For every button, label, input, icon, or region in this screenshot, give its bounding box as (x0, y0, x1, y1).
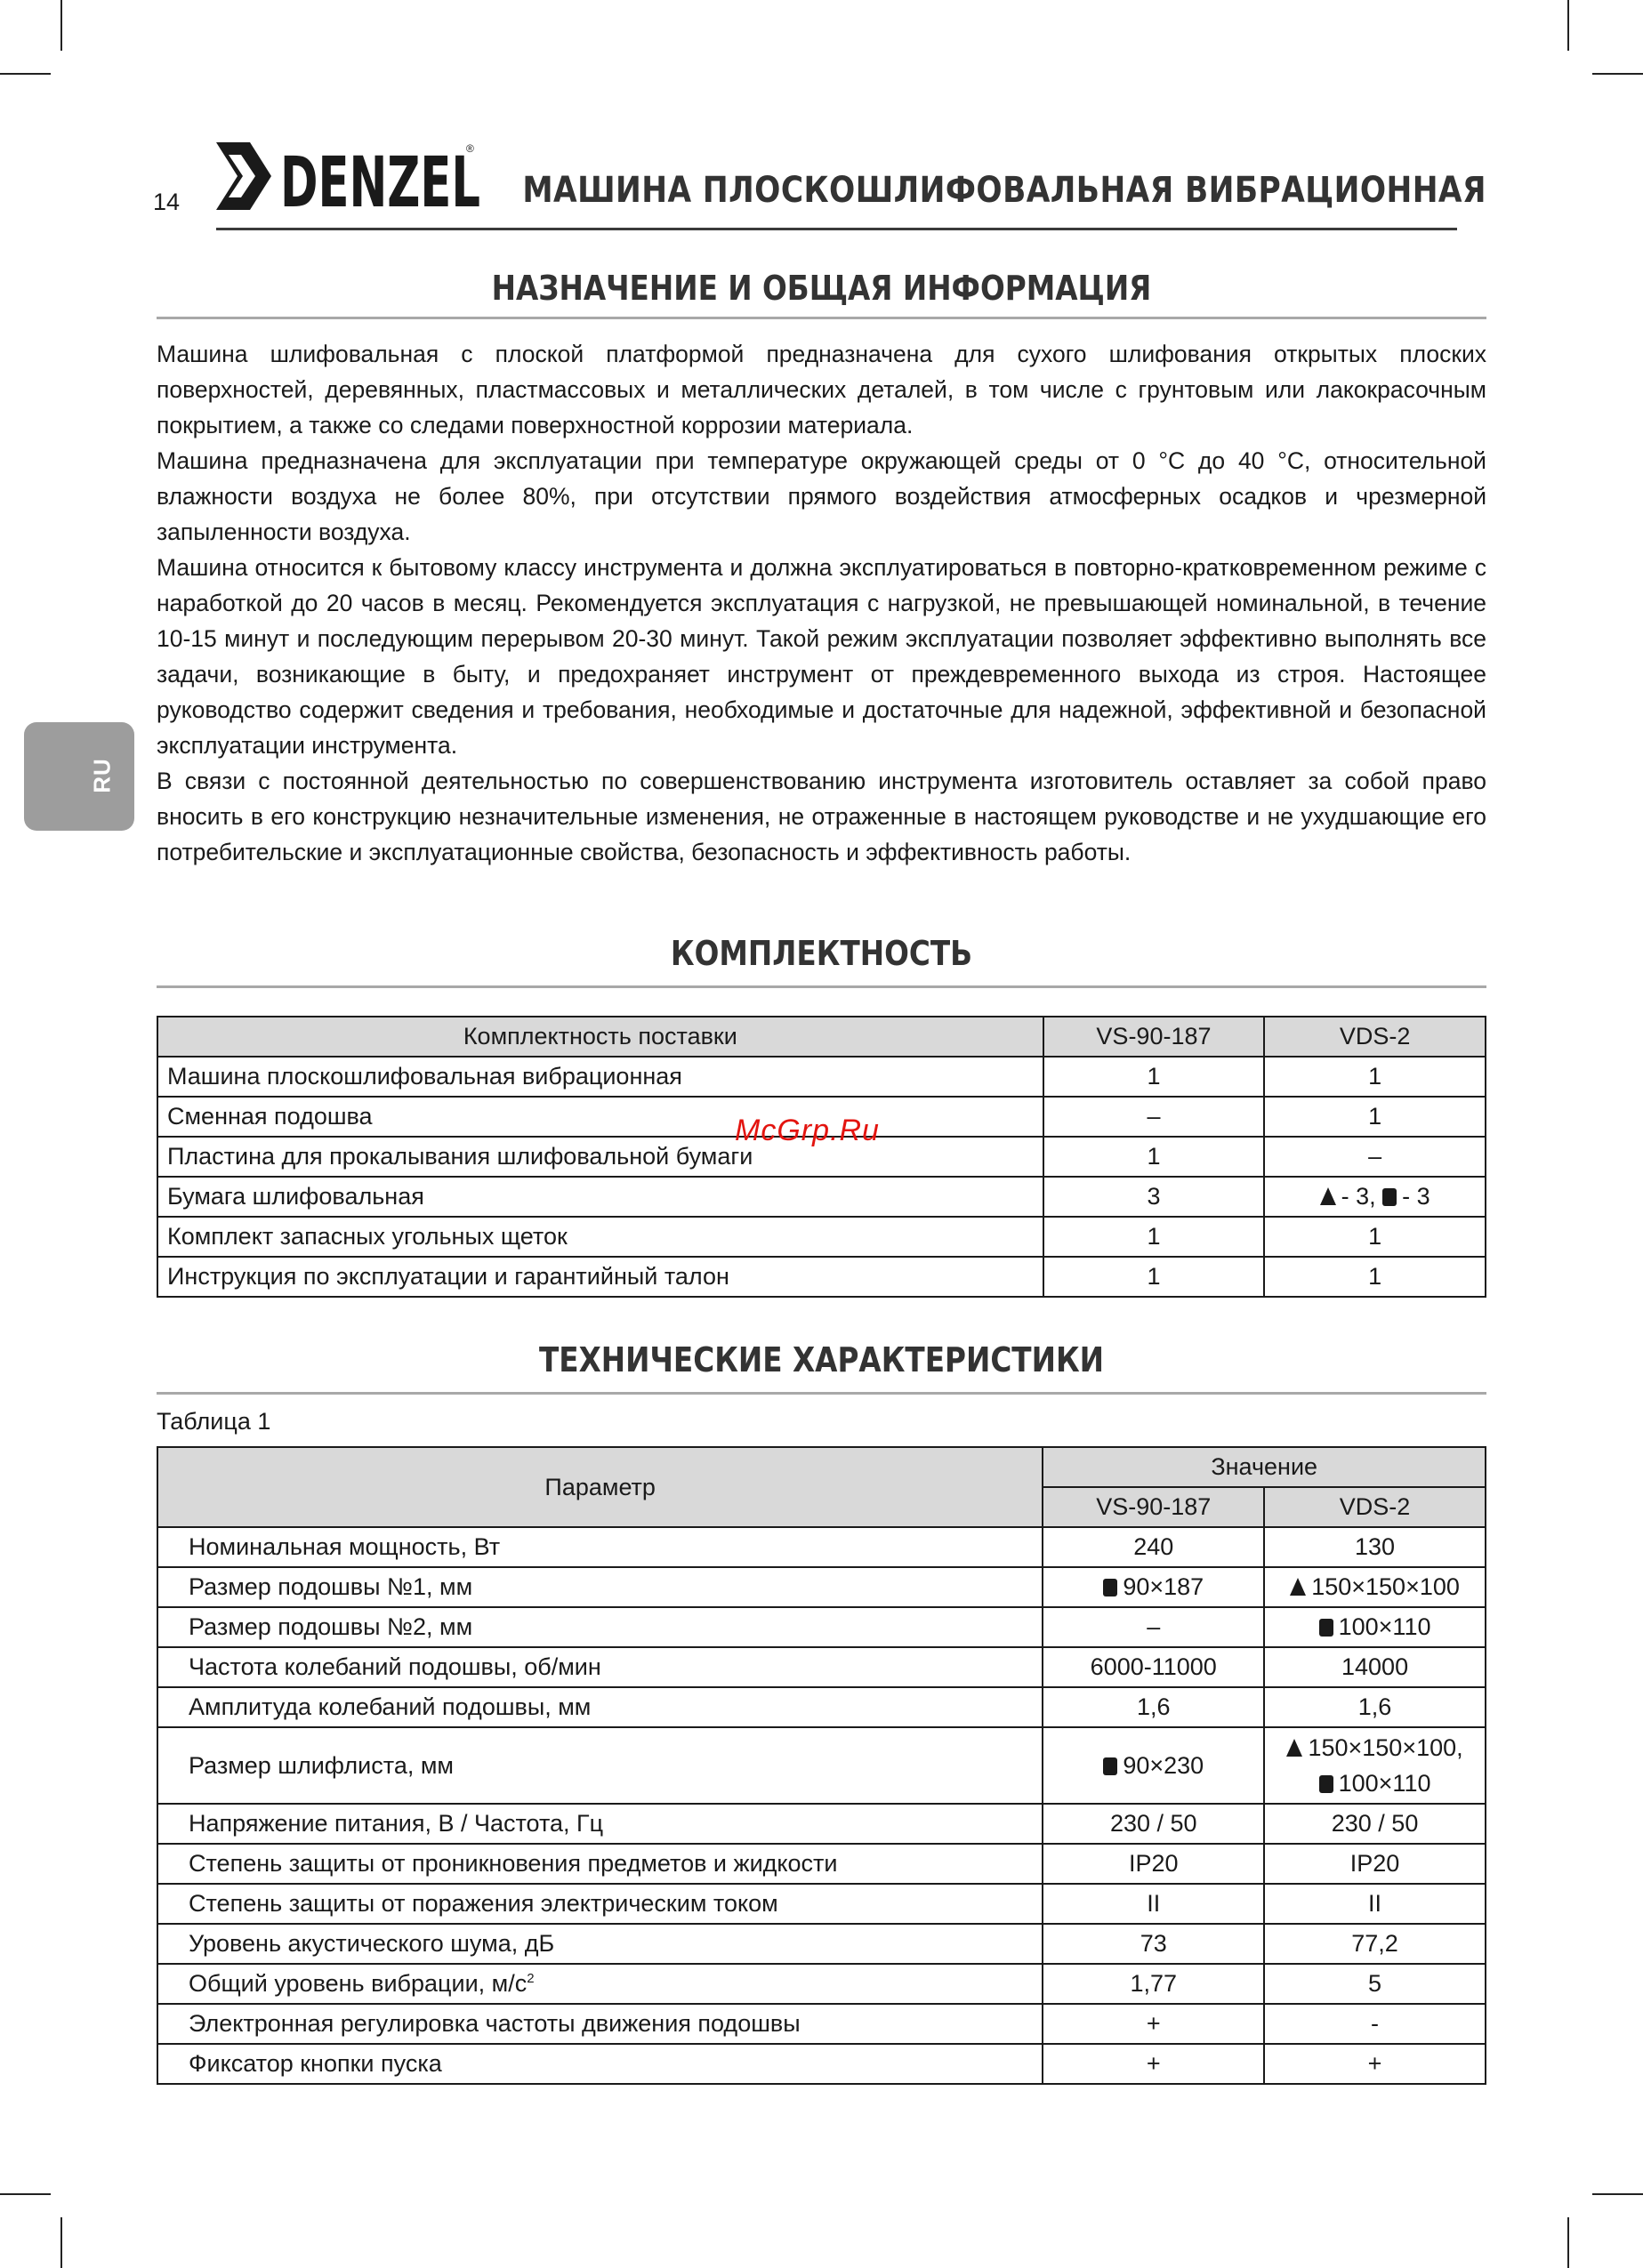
value-text: 150×150×100, (1308, 1734, 1463, 1761)
table-row (157, 1217, 1486, 1257)
qty-vs: – (1043, 1097, 1265, 1137)
table-row (157, 1057, 1486, 1097)
intro-paragraph: Машина предназначена для эксплуатации при температуре окружающей среды от 0 °С до 40 °С, относительной влажности воздуха не более 80%, при отсутствии прямого воздействия атмосферных осадков и чрезмерной запыленности воздуха. (157, 447, 1486, 545)
value-text: 150×150×100 (1311, 1573, 1460, 1600)
table-row (157, 1844, 1486, 1884)
section-title-purpose: НАЗНАЧЕНИЕ И ОБЩАЯ ИНФОРМАЦИЯ (491, 269, 1152, 308)
value-vs: IP20 (1043, 1844, 1264, 1884)
crop-mark (60, 2217, 62, 2268)
section-rule (157, 1392, 1486, 1395)
table-row (157, 1607, 1486, 1647)
column-header-value: Значение (1043, 1447, 1486, 1487)
denzel-mark-icon (216, 141, 483, 213)
param-name: Номинальная мощность, Вт (157, 1527, 1043, 1567)
param-name: Электронная регулировка частоты движения подошвы (157, 2004, 1043, 2044)
crop-mark (1567, 0, 1569, 51)
value-vds (1264, 1567, 1486, 1607)
crop-mark (1567, 2217, 1569, 2268)
spec-table (157, 1446, 1486, 2085)
column-header: VDS-2 (1264, 1017, 1486, 1057)
language-tab-label: RU (88, 758, 116, 793)
superscript: 2 (527, 1971, 535, 1986)
qty-vds: 1 (1264, 1097, 1486, 1137)
column-header-model: VDS-2 (1264, 1487, 1486, 1527)
qty-vs: 1 (1043, 1217, 1265, 1257)
value-text: 100×110 (1338, 1770, 1431, 1797)
qty-tri: - 3, (1341, 1183, 1376, 1210)
header-rule (216, 228, 1457, 230)
param-name: Фиксатор кнопки пуска (157, 2044, 1043, 2084)
value-vs: 240 (1043, 1527, 1264, 1567)
section-rule (157, 317, 1486, 319)
param-name: Напряжение питания, В / Частота, Гц (157, 1804, 1043, 1844)
value-vds: 14000 (1264, 1647, 1486, 1687)
value-vs: – (1043, 1607, 1264, 1647)
intro-paragraph: В связи с постоянной деятельностью по совершенствованию инструмента изготовитель оставляет за собой право вносить в его конструкцию незначительные изменения, не отраженные в настоящем руководстве и не ухудшающие его потребительские и эксплуатационные свойства, безопасность и эффективность работы. (157, 768, 1486, 865)
table-row (157, 1924, 1486, 1964)
crop-mark (0, 73, 51, 75)
value-vs: + (1043, 2004, 1264, 2044)
param-name (157, 1964, 1043, 2004)
table-row (157, 1177, 1486, 1217)
crop-mark (1592, 2193, 1643, 2195)
value-vds: 77,2 (1264, 1924, 1486, 1964)
rectangle-sole-icon (1382, 1188, 1397, 1206)
table-row (157, 1884, 1486, 1924)
page-number: 14 (153, 189, 181, 215)
section-rule (157, 985, 1486, 988)
qty-vds: 1 (1264, 1057, 1486, 1097)
value-vds (1264, 1607, 1486, 1647)
value-vds: 1,6 (1264, 1687, 1486, 1727)
column-header: VS-90-187 (1043, 1017, 1265, 1057)
table-row (157, 1257, 1486, 1297)
qty-vds (1264, 1177, 1486, 1217)
qty-rect: - 3 (1402, 1183, 1430, 1210)
table-row (157, 1567, 1486, 1607)
intro-text (157, 336, 1486, 870)
param-name: Уровень акустического шума, дБ (157, 1924, 1043, 1964)
rectangle-sole-icon (1103, 1757, 1117, 1775)
section-title-specs: ТЕХНИЧЕСКИЕ ХАРАКТЕРИСТИКИ (538, 1340, 1105, 1379)
rectangle-sole-icon (1319, 1775, 1333, 1793)
crop-mark (0, 2193, 51, 2195)
kit-item: Пластина для прокалывания шлифовальной бумаги (157, 1137, 1043, 1177)
kit-item: Сменная подошва (157, 1097, 1043, 1137)
value-vds: 230 / 50 (1264, 1804, 1486, 1844)
triangle-sole-icon (1286, 1739, 1302, 1757)
value-vds: 5 (1264, 1964, 1486, 2004)
column-header-model: VS-90-187 (1043, 1487, 1264, 1527)
intro-paragraph: Машина относится к бытовому классу инструмента и должна эксплуатироваться в повторно-кратковременном режиме с наработкой до 20 часов в месяц. Рекомендуется эксплуатация с нагрузкой, не превышающей номинальной, в течение 10-15 минут и последующим перерывом 20-30 минут. Такой режим эксплуатации позволяет эффективно выполнять все задачи, возникающие в быту, и предохраняет инструмент от преждевременного выхода из строя. Настоящее руководство содержит сведения и требования, необходимые и достаточные для надежной, эффективной и безопасной эксплуатации инструмента. (157, 554, 1486, 759)
rectangle-sole-icon (1103, 1579, 1117, 1596)
value-vs: 1,6 (1043, 1687, 1264, 1727)
value-text: 90×187 (1123, 1573, 1204, 1600)
language-tab (24, 722, 134, 831)
column-header-parameter: Параметр (157, 1447, 1043, 1527)
kit-table (157, 1016, 1486, 1298)
qty-vs: 1 (1043, 1137, 1265, 1177)
table-row (157, 1964, 1486, 2004)
param-name: Размер подошвы №1, мм (157, 1567, 1043, 1607)
rectangle-sole-icon (1319, 1619, 1333, 1637)
registered-mark: ® (466, 142, 474, 155)
value-vds: II (1264, 1884, 1486, 1924)
crop-mark (1592, 73, 1643, 75)
triangle-sole-icon (1320, 1187, 1336, 1205)
value-vs: 1,77 (1043, 1964, 1264, 2004)
table-row (157, 2044, 1486, 2084)
kit-item: Комплект запасных угольных щеток (157, 1217, 1043, 1257)
kit-table-header (157, 1017, 1486, 1057)
value-vds: IP20 (1264, 1844, 1486, 1884)
value-vds: - (1264, 2004, 1486, 2044)
qty-vs: 1 (1043, 1057, 1265, 1097)
qty-vs: 3 (1043, 1177, 1265, 1217)
param-name: Степень защиты от поражения электрическим током (157, 1884, 1043, 1924)
column-header: Комплектность поставки (157, 1017, 1043, 1057)
qty-vds: – (1264, 1137, 1486, 1177)
document-title: МАШИНА ПЛОСКОШЛИФОВАЛЬНАЯ ВИБРАЦИОННАЯ (522, 170, 1486, 211)
qty-vs: 1 (1043, 1257, 1265, 1297)
kit-item: Машина плоскошлифовальная вибрационная (157, 1057, 1043, 1097)
section-title-kit: КОМПЛЕКТНОСТЬ (670, 934, 973, 973)
param-text: Общий уровень вибрации, м/с (189, 1970, 528, 1997)
kit-item: Инструкция по эксплуатации и гарантийный талон (157, 1257, 1043, 1297)
crop-mark (60, 0, 62, 51)
value-vds: + (1264, 2044, 1486, 2084)
qty-vds: 1 (1264, 1217, 1486, 1257)
value-vs: 230 / 50 (1043, 1804, 1264, 1844)
value-vs (1043, 1567, 1264, 1607)
value-vs: + (1043, 2044, 1264, 2084)
intro-paragraph: Машина шлифовальная с плоской платформой предназначена для сухого шлифования открытых плоских поверхностей, деревянных, пластмассовых и металлических деталей, в том числе с грунтовым или лакокрасочным покрытием, а также со следами поверхностной коррозии материала. (157, 341, 1486, 438)
value-text: 90×230 (1123, 1751, 1204, 1779)
value-vs (1043, 1727, 1264, 1804)
kit-item: Бумага шлифовальная (157, 1177, 1043, 1217)
param-name: Амплитуда колебаний подошвы, мм (157, 1687, 1043, 1727)
spec-table-header (157, 1447, 1486, 1487)
param-name: Размер подошвы №2, мм (157, 1607, 1043, 1647)
param-name: Размер шлифлиста, мм (157, 1727, 1043, 1804)
table-row (157, 1804, 1486, 1844)
table-row (157, 1687, 1486, 1727)
table-row (157, 2004, 1486, 2044)
param-name: Частота колебаний подошвы, об/мин (157, 1647, 1043, 1687)
watermark-text: McGrp.Ru (735, 1114, 880, 1147)
value-vs: 6000-11000 (1043, 1647, 1264, 1687)
table-row (157, 1727, 1486, 1804)
value-text: 100×110 (1338, 1613, 1431, 1640)
value-vds (1264, 1727, 1486, 1804)
svg-text:DENZEL: DENZEL (280, 143, 480, 213)
value-vs: 73 (1043, 1924, 1264, 1964)
denzel-logo (216, 141, 483, 213)
value-vs: II (1043, 1884, 1264, 1924)
qty-vds: 1 (1264, 1257, 1486, 1297)
param-name: Степень защиты от проникновения предметов и жидкости (157, 1844, 1043, 1884)
table-caption: Таблица 1 (157, 1408, 271, 1435)
table-row (157, 1527, 1486, 1567)
value-vds: 130 (1264, 1527, 1486, 1567)
triangle-sole-icon (1290, 1578, 1306, 1596)
table-row (157, 1647, 1486, 1687)
